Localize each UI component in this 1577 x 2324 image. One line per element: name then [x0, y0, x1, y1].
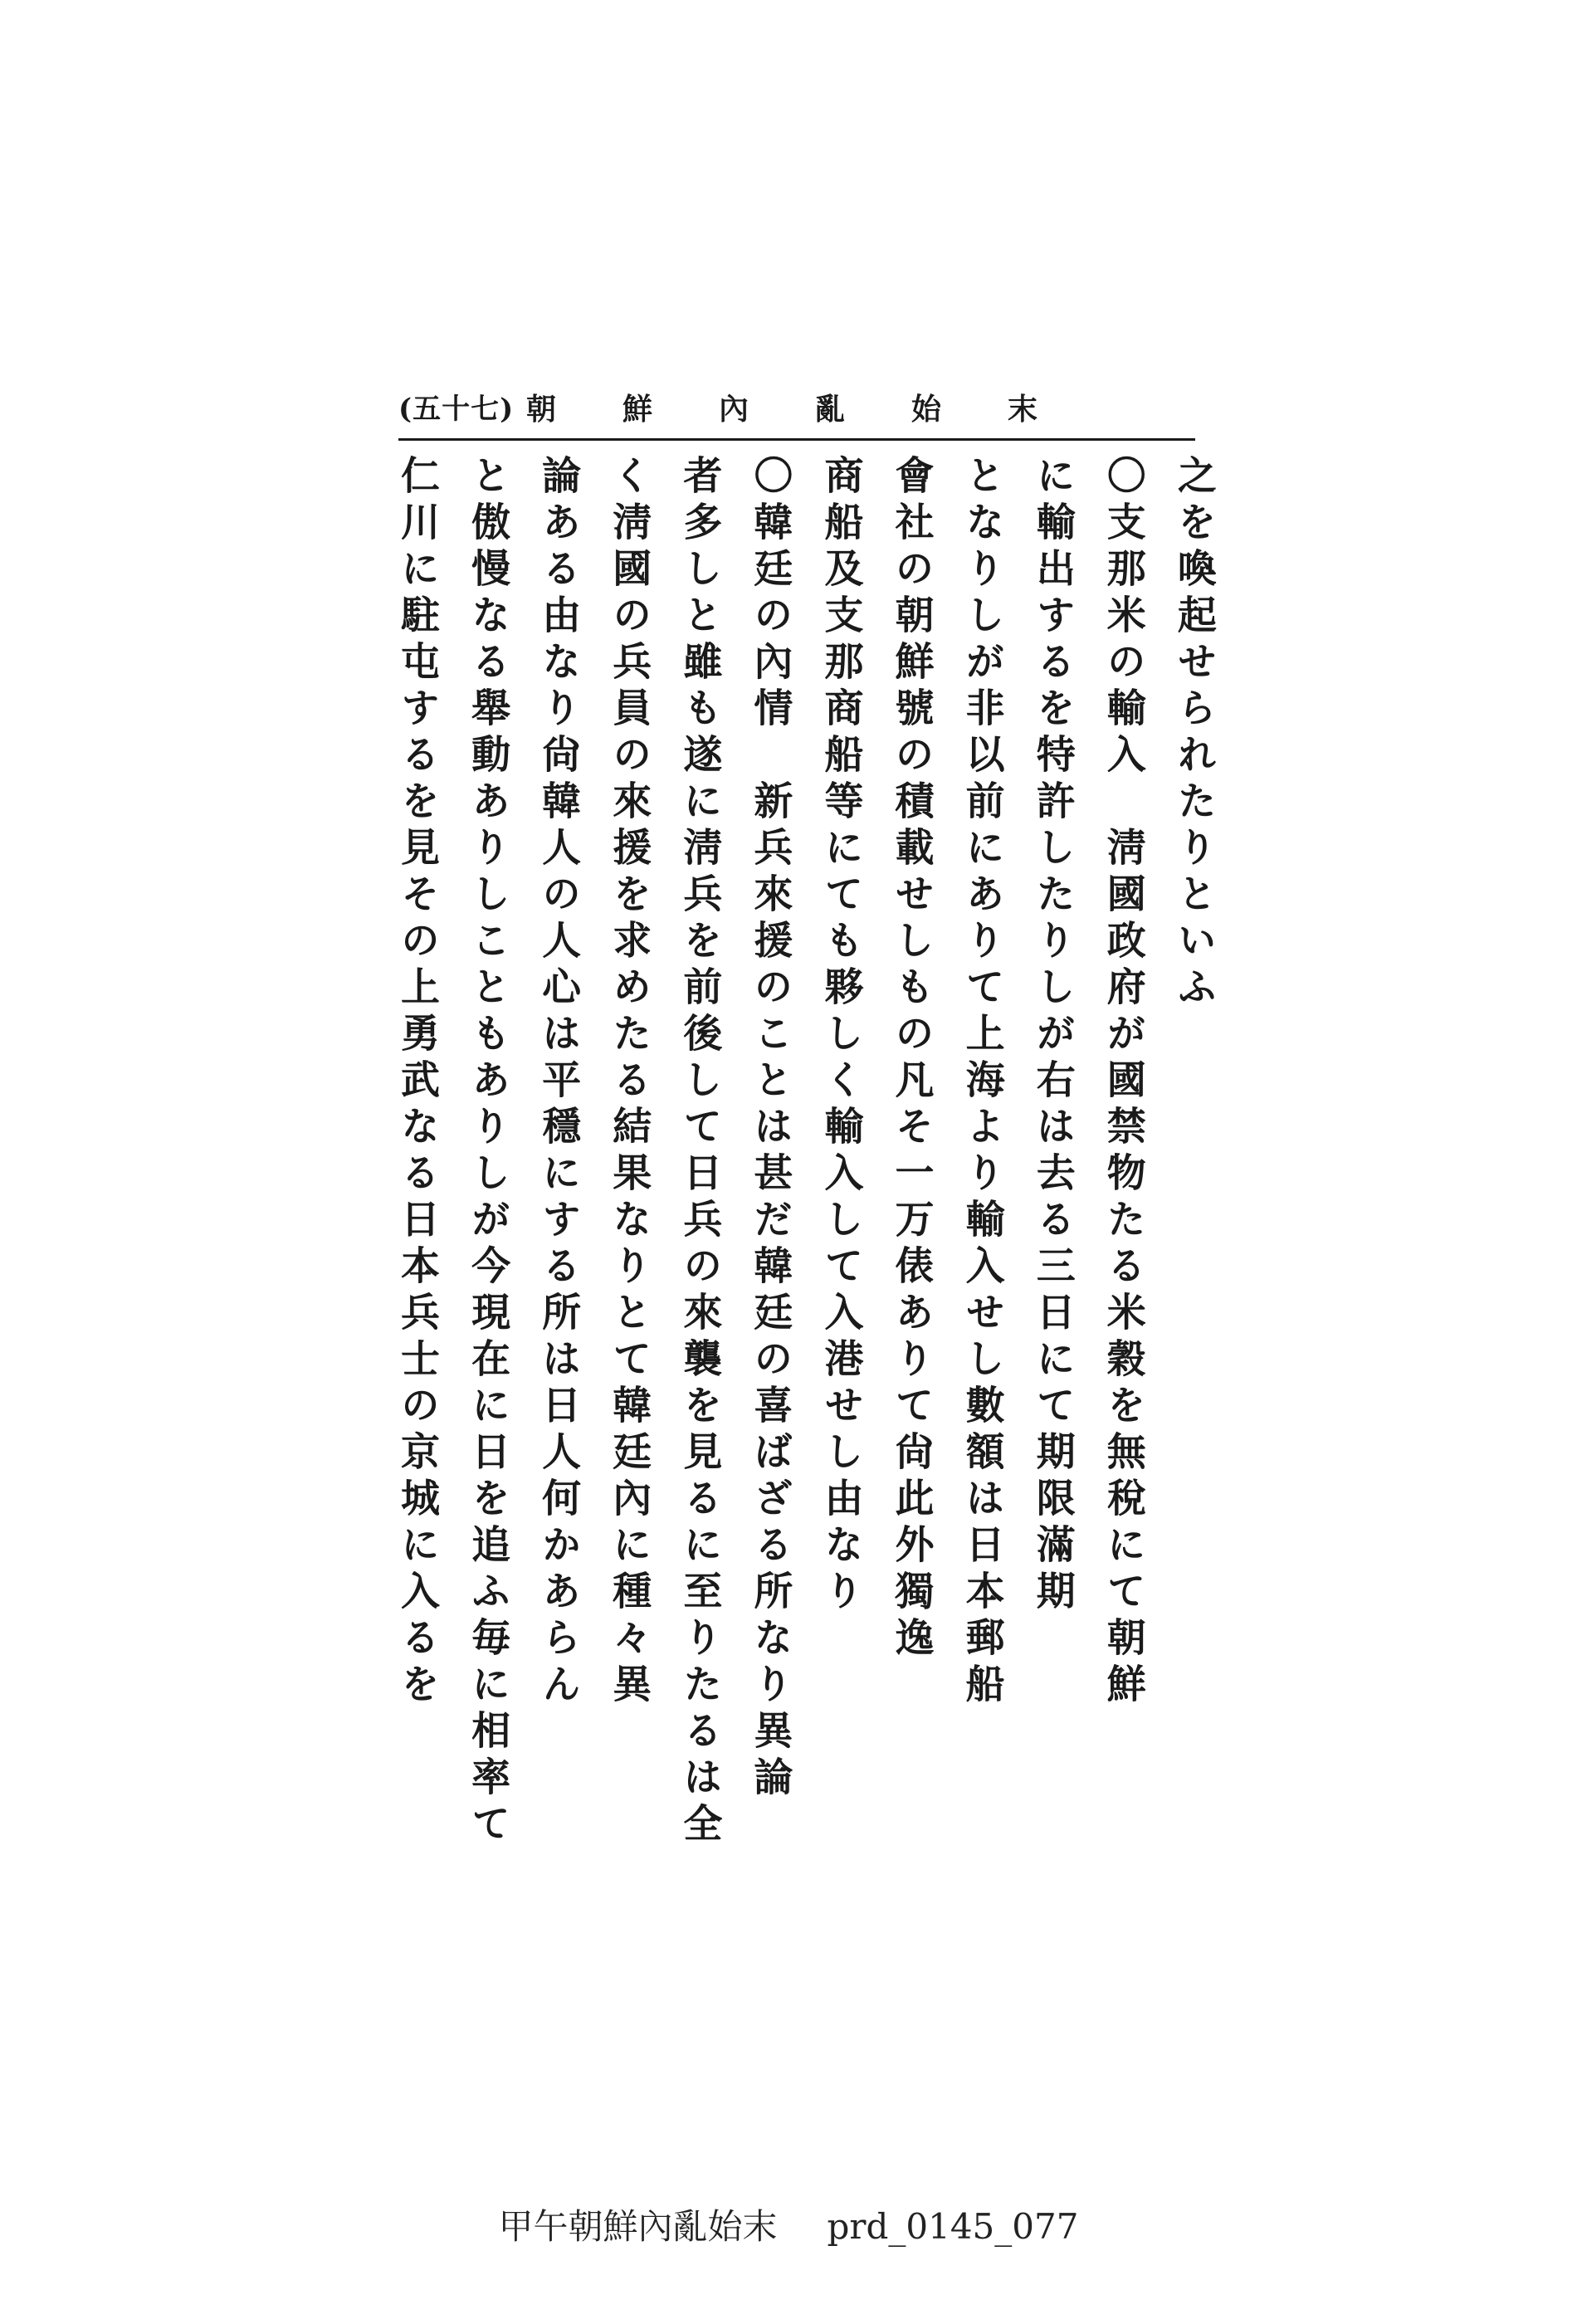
text-column: に輸出するを特許したりしが右は去る三日にて期限滿期 [1029, 455, 1076, 1617]
text-column: 〇韓廷の內情 新兵來援のことは甚だ韓廷の喜ばざる所なり異論 [747, 455, 793, 1803]
running-title: 朝鮮內亂始末 [525, 392, 1104, 427]
header-rule [398, 438, 1195, 441]
text-column: 〇支那米の輸入 淸國政府が國禁物たる米穀を無稅にて朝鮮 [1100, 455, 1146, 1710]
text-column: 商船及支那商船等にても夥しく輸入して入港せし由なり [818, 455, 864, 1617]
text-column: 之を喚起せられたりといふ [1170, 455, 1217, 1013]
running-header [398, 386, 1195, 442]
text-column: 者多しと雖も遂に淸兵を前後して日兵の來襲を見るに至りたるは全 [676, 455, 723, 1849]
text-column: 會社の朝鮮號の積載せしもの凡そ一万俵ありて尙此外獨逸 [888, 455, 935, 1663]
page-number: (五十七) [398, 393, 515, 426]
text-column: く淸國の兵員の來援を求めたる結果なりとて韓廷內に種々異 [606, 455, 652, 1710]
footer-caption [0, 2200, 1577, 2249]
vertical-text-block [390, 455, 1220, 1941]
text-column: となりしが非以前にありて上海より輸入せし數額は日本郵船 [959, 455, 1005, 1710]
text-column: と傲慢なる舉動ありしこともありしが今現在に日を追ふ毎に相率て [465, 455, 511, 1849]
footer-code: prd_0145_077 [827, 2206, 1079, 2247]
footer-title: 甲午朝鮮內亂始末 [498, 2206, 778, 2247]
text-column: 仁川に駐屯するを見その上勇武なる日本兵士の京城に入るを [394, 455, 440, 1710]
text-column: 論ある由なり尙韓人の人心は平穩にする所は日人何かあらん [535, 455, 582, 1710]
